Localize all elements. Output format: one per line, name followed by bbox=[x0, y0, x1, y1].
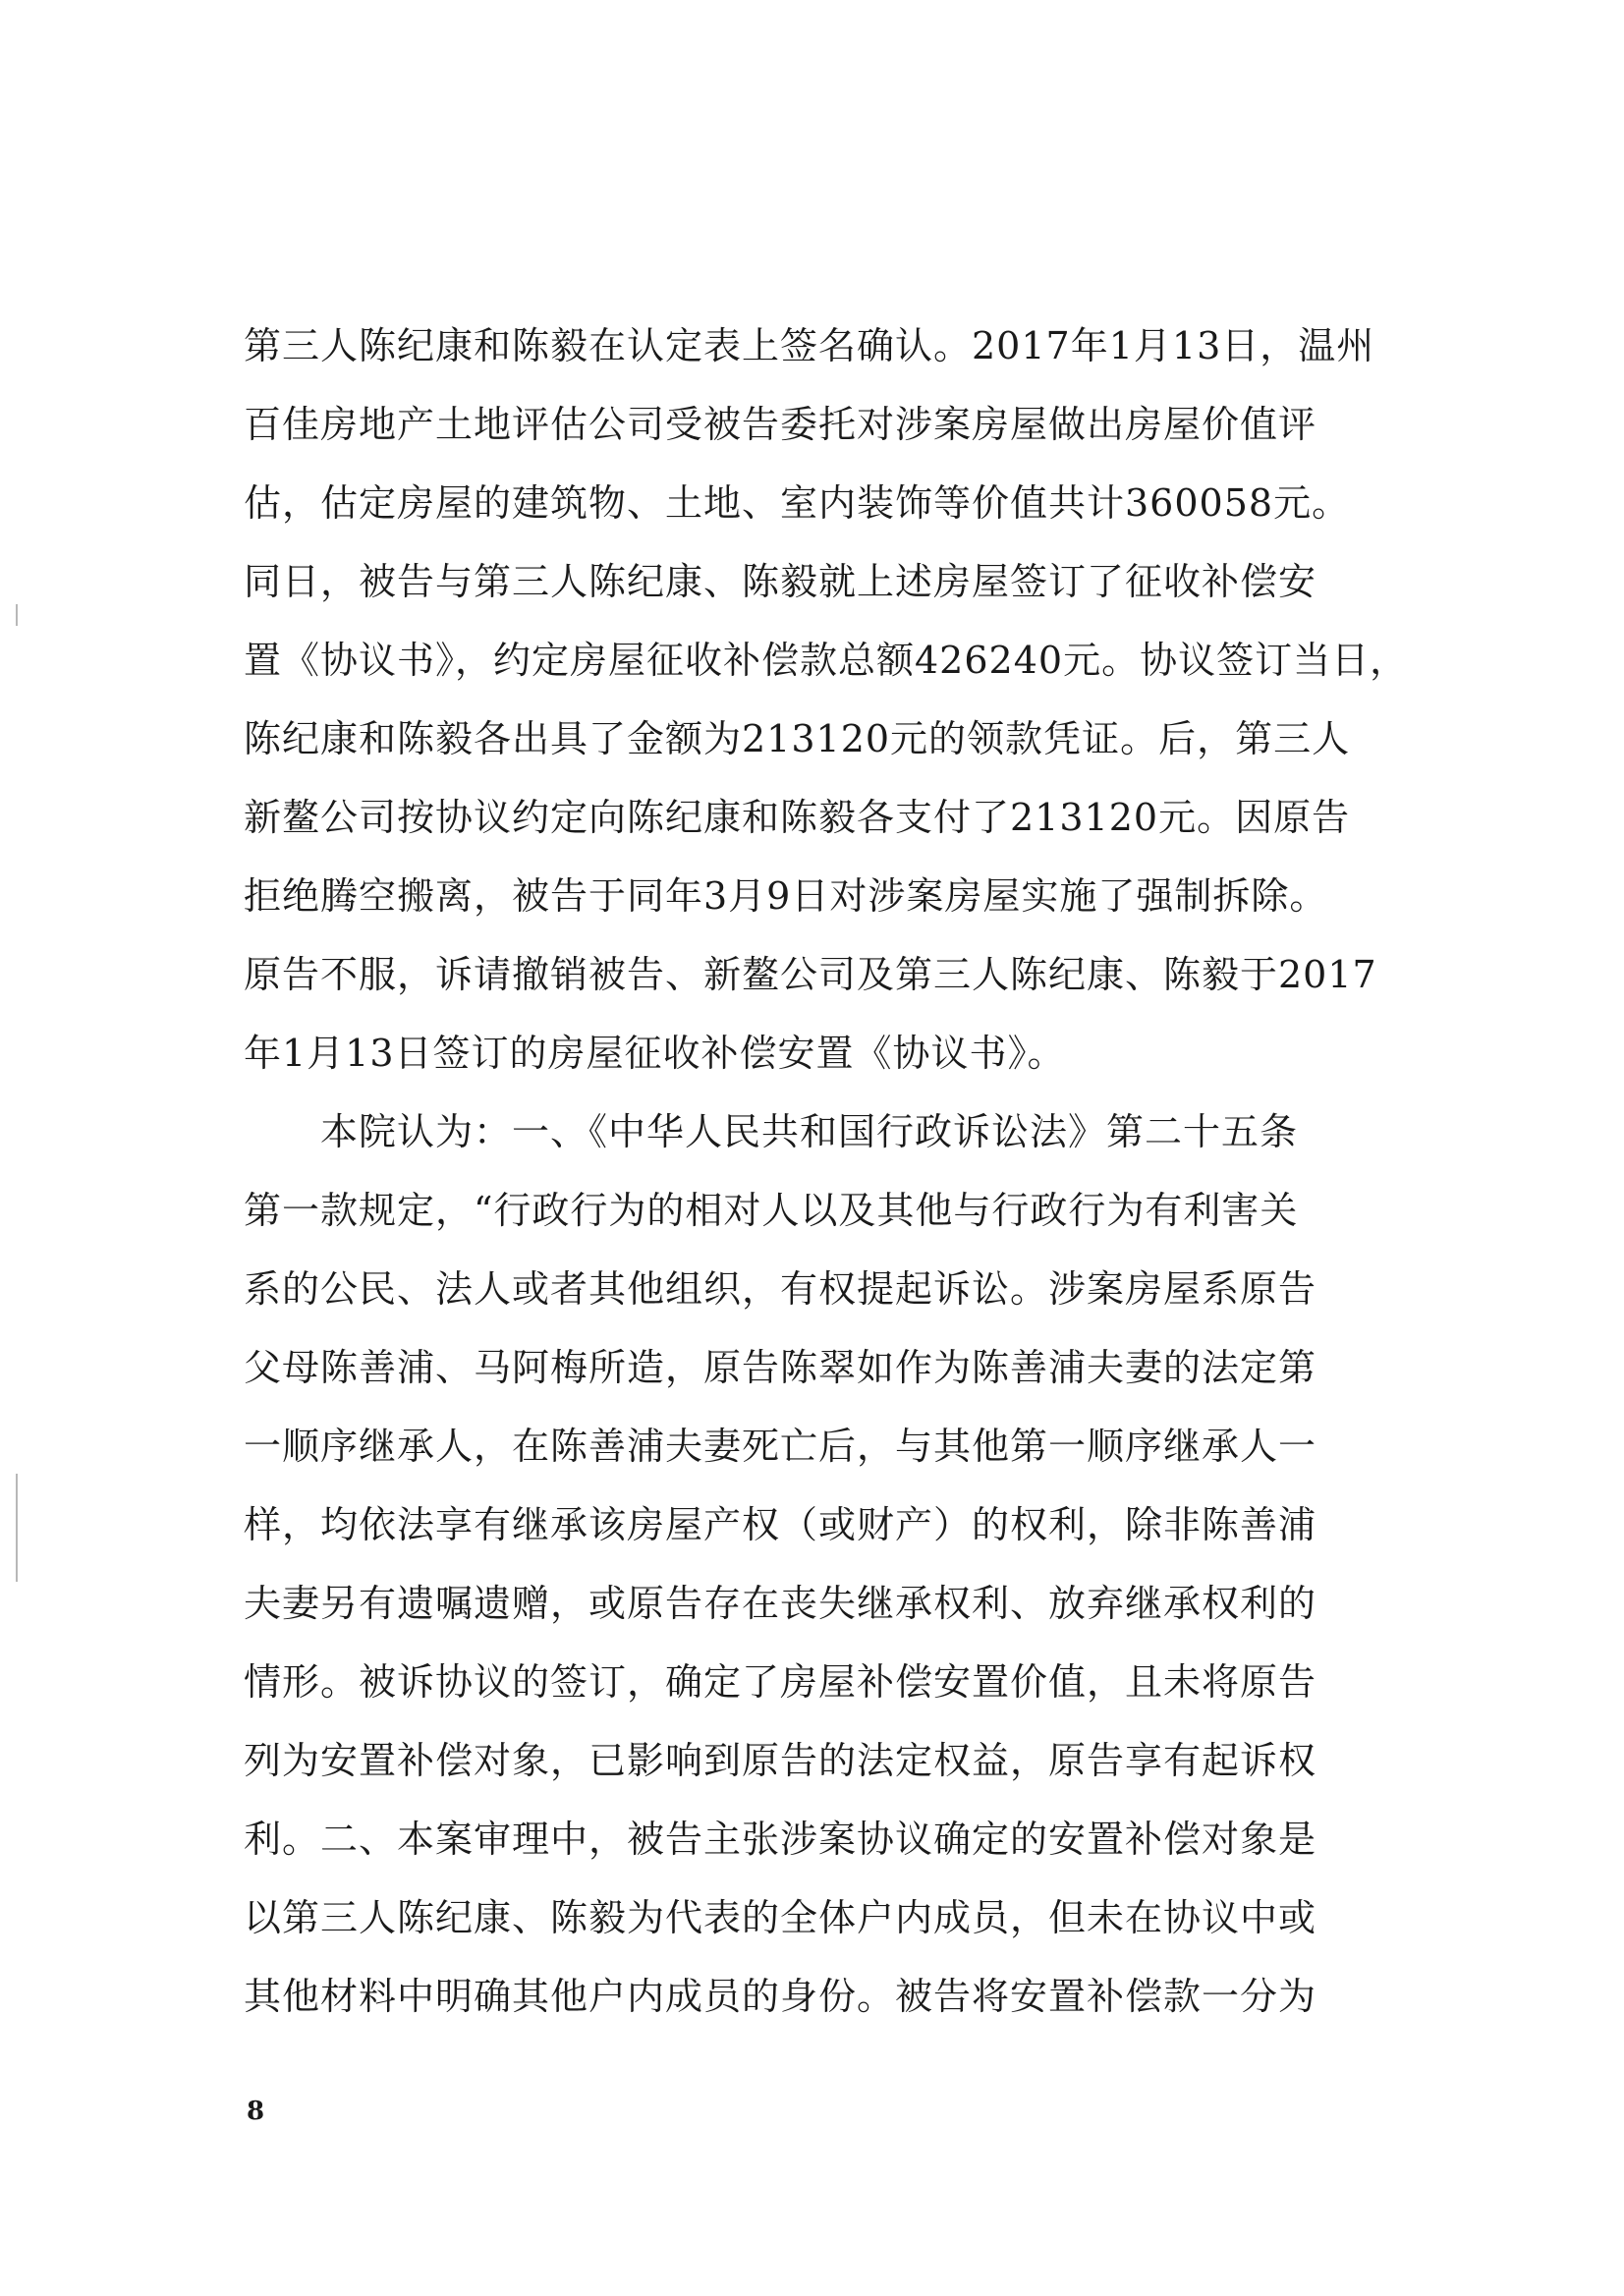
text-line: 列为安置补偿对象，已影响到原告的法定权益，原告享有起诉权 bbox=[244, 1739, 1317, 1782]
text-line: 估，估定房屋的建筑物、土地、室内装饰等价值共计360058元。 bbox=[244, 481, 1351, 525]
text-line: 其他材料中明确其他户内成员的身份。被告将安置补偿款一分为 bbox=[244, 1975, 1317, 2018]
text-line: 百佳房地产土地评估公司受被告委托对涉案房屋做出房屋价值评 bbox=[244, 403, 1317, 446]
text-line: 系的公民、法人或者其他组织，有权提起诉讼。涉案房屋系原告 bbox=[244, 1267, 1317, 1311]
text-line: 置《协议书》，约定房屋征收补偿款总额426240元。协议签订当日， bbox=[244, 639, 1409, 682]
text-line: 情形。被诉协议的签订，确定了房屋补偿安置价值，且未将原告 bbox=[244, 1660, 1317, 1704]
text-line: 陈纪康和陈毅各出具了金额为213120元的领款凭证。后，第三人 bbox=[244, 717, 1351, 760]
text-line: 利。二、本案审理中，被告主张涉案协议确定的安置补偿对象是 bbox=[244, 1818, 1317, 1861]
scan-edge-mark bbox=[16, 604, 18, 626]
text-line: 夫妻另有遗嘱遗赠，或原告存在丧失继承权利、放弃继承权利的 bbox=[244, 1582, 1317, 1625]
text-line: 年1月13日签订的房屋征收补偿安置《协议书》。 bbox=[244, 1032, 1066, 1075]
body-text bbox=[244, 307, 1454, 2036]
text-line: 第一款规定，“行政行为的相对人以及其他与行政行为有利害关 bbox=[244, 1189, 1299, 1232]
text-line: 原告不服，诉请撤销被告、新鳌公司及第三人陈纪康、陈毅于2017 bbox=[244, 953, 1377, 996]
text-line: 一顺序继承人，在陈善浦夫妻死亡后，与其他第一顺序继承人一 bbox=[244, 1425, 1317, 1468]
text-line: 同日，被告与第三人陈纪康、陈毅就上述房屋签订了征收补偿安 bbox=[244, 560, 1317, 603]
scan-edge-mark bbox=[16, 1474, 18, 1582]
page-number: 8 bbox=[247, 2097, 265, 2126]
text-line: 父母陈善浦、马阿梅所造，原告陈翠如作为陈善浦夫妻的法定第 bbox=[244, 1346, 1317, 1389]
text-line: 样，均依法享有继承该房屋产权（或财产）的权利，除非陈善浦 bbox=[244, 1503, 1317, 1546]
text-line: 以第三人陈纪康、陈毅为代表的全体户内成员，但未在协议中或 bbox=[244, 1896, 1317, 1939]
paragraph-start-line: 本院认为：一、《中华人民共和国行政诉讼法》第二十五条 bbox=[244, 1110, 1299, 1153]
text-line: 拒绝腾空搬离，被告于同年3月9日对涉案房屋实施了强制拆除。 bbox=[244, 874, 1328, 918]
text-line: 新鳌公司按协议约定向陈纪康和陈毅各支付了213120元。因原告 bbox=[244, 796, 1351, 839]
text-line: 第三人陈纪康和陈毅在认定表上签名确认。2017年1月13日，温州 bbox=[244, 324, 1375, 367]
